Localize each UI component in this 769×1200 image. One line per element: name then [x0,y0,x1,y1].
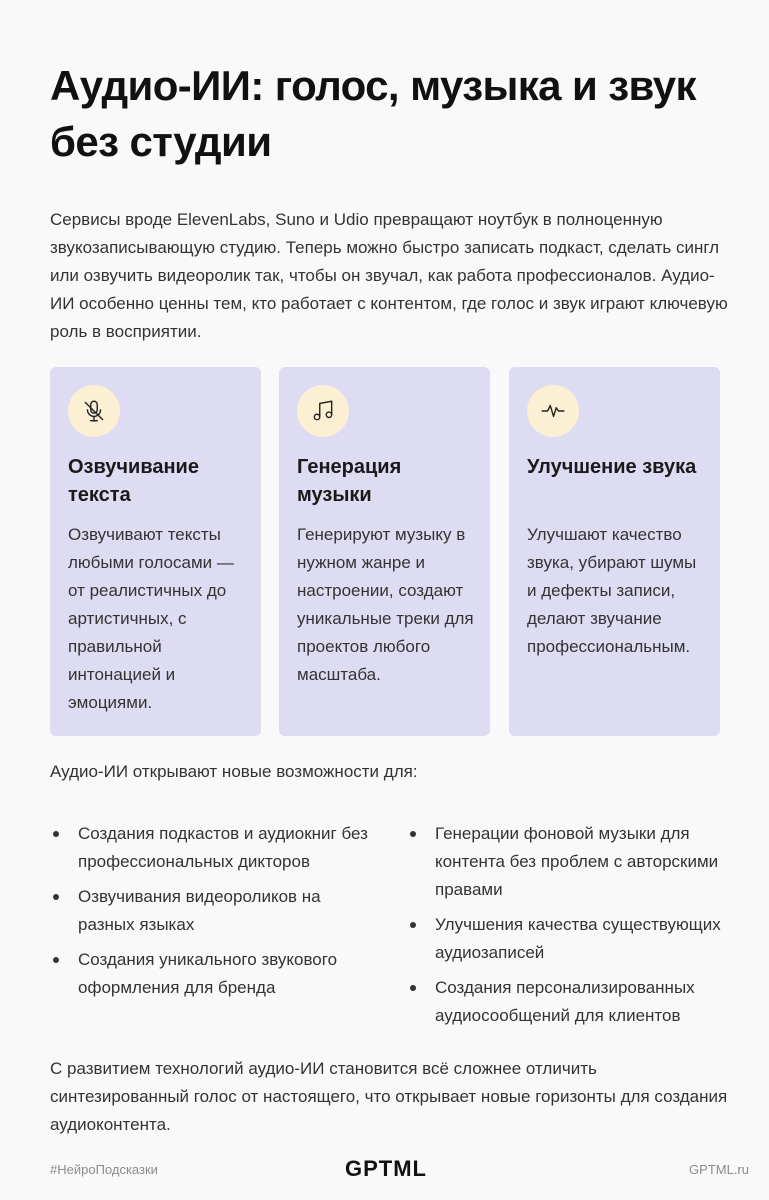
card-title: Улучшение звука [527,456,697,478]
gptml-logo [343,1156,429,1182]
list-item: Создания персонализированных аудиосообщений для клиентов [407,974,727,1030]
waveform-icon [527,385,579,437]
card-sound [509,367,720,736]
list-item: Озвучивания видеороликов на разных языках [50,883,370,939]
list-lead: Аудио-ИИ открывают новые возможности для: [50,762,418,781]
list-left [50,820,370,1009]
list-item: Улучшения качества существующих аудиозаписей [407,911,727,967]
card-music [279,367,490,736]
list-item: Генерации фоновой музыки для контента без проблем с авторскими правами [407,820,727,904]
music-note-icon [297,385,349,437]
list-item: Создания подкастов и аудиокниг без профессиональных дикторов [50,820,370,876]
outro-paragraph: С развитием технологий аудио-ИИ становится всё сложнее отличить синтезированный голос от настоящего, что открывает новые горизонты для создания аудиоконтента. [50,1059,728,1134]
card-text: Улучшают качество звука, убирают шумы и дефекты записи, делают звучание профессиональным. [527,525,697,656]
card-text: Озвучивают тексты любыми голосами — от реалистичных до артистичных, с правильной интонацией и эмоциями. [68,525,234,712]
intro-paragraph: Сервисы вроде ElevenLabs, Suno и Udio превращают ноутбук в полноценную звукозаписывающую студию. Теперь можно быстро записать подкаст, сделать сингл или озвучить видеоролик так, чтобы он звучал, как работа профессионалов. Аудио-ИИ особенно ценны тем, кто работает с контентом, где голос и звук играют ключевую роль в восприятии. [50,210,728,341]
list-item: Создания уникального звукового оформления для бренда [50,946,370,1002]
card-title: Озвучивание текста [68,456,199,506]
card-voiceover [50,367,261,736]
list-right [407,820,727,1037]
footer-hashtag: #НейроПодсказки [50,1162,158,1177]
feature-cards [50,367,720,736]
page-title: Аудио-ИИ: голос, музыка и звук без студии [50,62,696,165]
card-text: Генерируют музыку в нужном жанре и настроении, создают уникальные треки для проектов любого масштаба. [297,525,474,684]
logo-text: GPTML [345,1156,427,1181]
microphone-off-icon [68,385,120,437]
footer-site-link[interactable]: GPTML.ru [689,1162,749,1177]
card-title: Генерация музыки [297,456,402,506]
